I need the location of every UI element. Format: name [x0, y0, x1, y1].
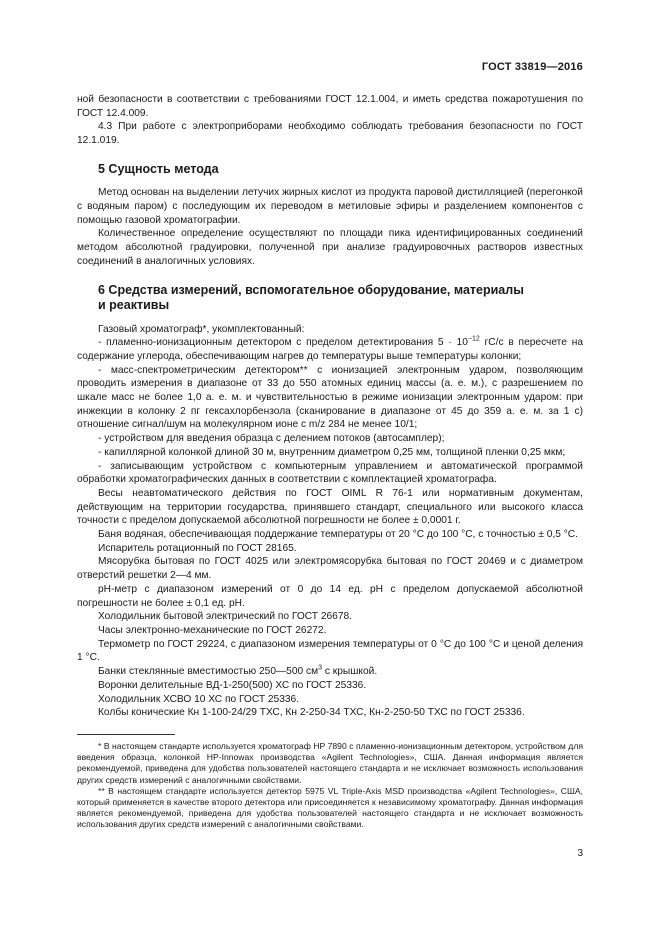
paragraph: - записывающим устройством с компьютерным управлением и автоматической программой обработки хроматографических данных в соответствии с комплектацией хроматографа. — [77, 460, 583, 486]
text-run: с крышкой. — [322, 666, 378, 678]
paragraph: Весы неавтоматического действия по ГОСТ OIML R 76-1 или нормативным документам, действующим на территории государства, принявшего стандарт, специального или высокого класса точности с пределом допускаемой абсолютной погрешности не более ± 0,0001 г. — [77, 487, 583, 527]
document-code: ГОСТ 33819—2016 — [481, 61, 583, 73]
paragraph: - масс-спектрометрическим детектором** с ионизацией электронным ударом, позволяющим проводить измерения в диапазоне от 33 до 550 атомных единиц массы (а. е. м.), с разрешением по шкале масс не более 1,0 а. е. м. и чувствительностью в режиме ионизации электронным ударом: при инжекции в колонку 2 пг гексахлорбензола (сканирование в диапазоне от 45 до 359 а. е. м. за 1 с) отношение сигнал/шум на молекулярном ионе с m/z 284 не менее 10/1; — [77, 364, 583, 431]
footnote-separator — [77, 734, 175, 735]
section-heading: 5 Сущность метода — [98, 161, 219, 176]
footnote: ** В настоящем стандарте используется детектор 5975 VL Triple-Axis MSD производства «Agilent Technologies», США, который применяется в качестве второго детектора или присоединяется к независимому хроматографу. Данная информация является рекомендуемой, приведена для удобства пользователей настоящего стандарта и не исключает возможность использования других средств измерений с аналогичными свойствами. — [77, 785, 583, 830]
text-run: - пламенно-ионизационным детектором с пределом детектирования 5 · 10 — [98, 337, 468, 349]
paragraph: Холодильник бытовой электрический по ГОСТ 26678. — [98, 611, 352, 623]
paragraph: Термометр по ГОСТ 29224, с диапазоном измерения температуры от 0 °С до 100 °С и ценой деления 1 °С. — [77, 638, 583, 664]
paragraph: Часы электронно-механические по ГОСТ 26272. — [98, 625, 327, 636]
main-text — [77, 93, 583, 720]
footnote: * В настоящем стандарте используется хроматограф HP 7890 с пламенно-ионизационным детектором, устройством для введения образца, колонкой HP-Innowax производства «Agilent Technologies», США. Данная информация является рекомендуемой, приведена для удобства пользователей настоящего стандарта и не исключает возможность использования других средств измерений с аналогичными свойствами. — [77, 741, 583, 785]
paragraph: Холодильник ХСВО 10 ХС по ГОСТ 25336. — [98, 693, 300, 705]
paragraph: 4.3 При работе с электроприборами необходимо соблюдать требования безопасности по ГОСТ 12.1.019. — [77, 121, 583, 147]
section-heading-line: и реактивы — [98, 298, 170, 313]
paragraph: Баня водяная, обеспечивающая поддержание температуры от 20 °С до 100 °С, с точностью ± 0,5 °С. — [98, 529, 578, 541]
paragraph: ной безопасности в соответствии с требованиями ГОСТ 12.1.004, и иметь средства пожаротушения по ГОСТ 12.4.009. — [77, 94, 583, 119]
paragraph: Метод основан на выделении летучих жирных кислот из продукта паровой дистилляцией (перегонкой с водяным паром) с последующим их переводом в метиловые эфиры и разделением компонентов с помощью газовой хроматографии. — [77, 187, 583, 226]
paragraph — [77, 665, 583, 679]
paragraph: Мясорубка бытовая по ГОСТ 4025 или электромясорубка бытовая по ГОСТ 20469 и с диаметром отверстий решетки 2—4 мм. — [77, 556, 583, 582]
paragraph: Газовый хроматограф*, укомплектованный: — [98, 323, 305, 335]
footnotes — [77, 741, 583, 831]
section-heading — [77, 283, 583, 314]
paragraph: - капиллярной колонкой длиной 30 м, внутренним диаметром 0,25 мм, толщиной пленки 0,25 мкм; — [98, 446, 566, 458]
text-run: гС/с в пересчете на содержание углерода, обеспечивающим нагрев до температуры выше температуры колонки; — [77, 337, 583, 362]
paragraph — [77, 336, 583, 363]
superscript: −12 — [467, 335, 480, 343]
paragraph: Количественное определение осуществляют по площади пика идентифицированных соединений методом абсолютной градуировки, полученной при анализе градуировочных растворов известных соединений в аналогичных условиях. — [77, 228, 583, 267]
superscript: 3 — [318, 664, 323, 672]
paragraph: Колбы конические Кн 1-100-24/29 ТХС, Кн 2-250-34 ТХС, Кн-2-250-50 ТХС по ГОСТ 25336. — [98, 707, 525, 719]
text-run: Банки стеклянные вместимостью 250—500 см — [98, 666, 319, 678]
paragraph: рН-метр с диапазоном измерений от 0 до 14 ед. рН с пределом допускаемой абсолютной погрешности не более ± 0,1 ед. рН. — [77, 583, 583, 609]
paragraph: Испаритель ротационный по ГОСТ 28165. — [98, 542, 297, 554]
section-heading-line: 6 Средства измерений, вспомогательное оборудование, материалы — [98, 282, 524, 297]
page-number: 3 — [577, 848, 583, 859]
paragraph: Воронки делительные ВД-1-250(500) ХС по ГОСТ 25336. — [98, 679, 367, 691]
paragraph: - устройством для введения образца с делением потоков (автосамплер); — [98, 433, 445, 445]
